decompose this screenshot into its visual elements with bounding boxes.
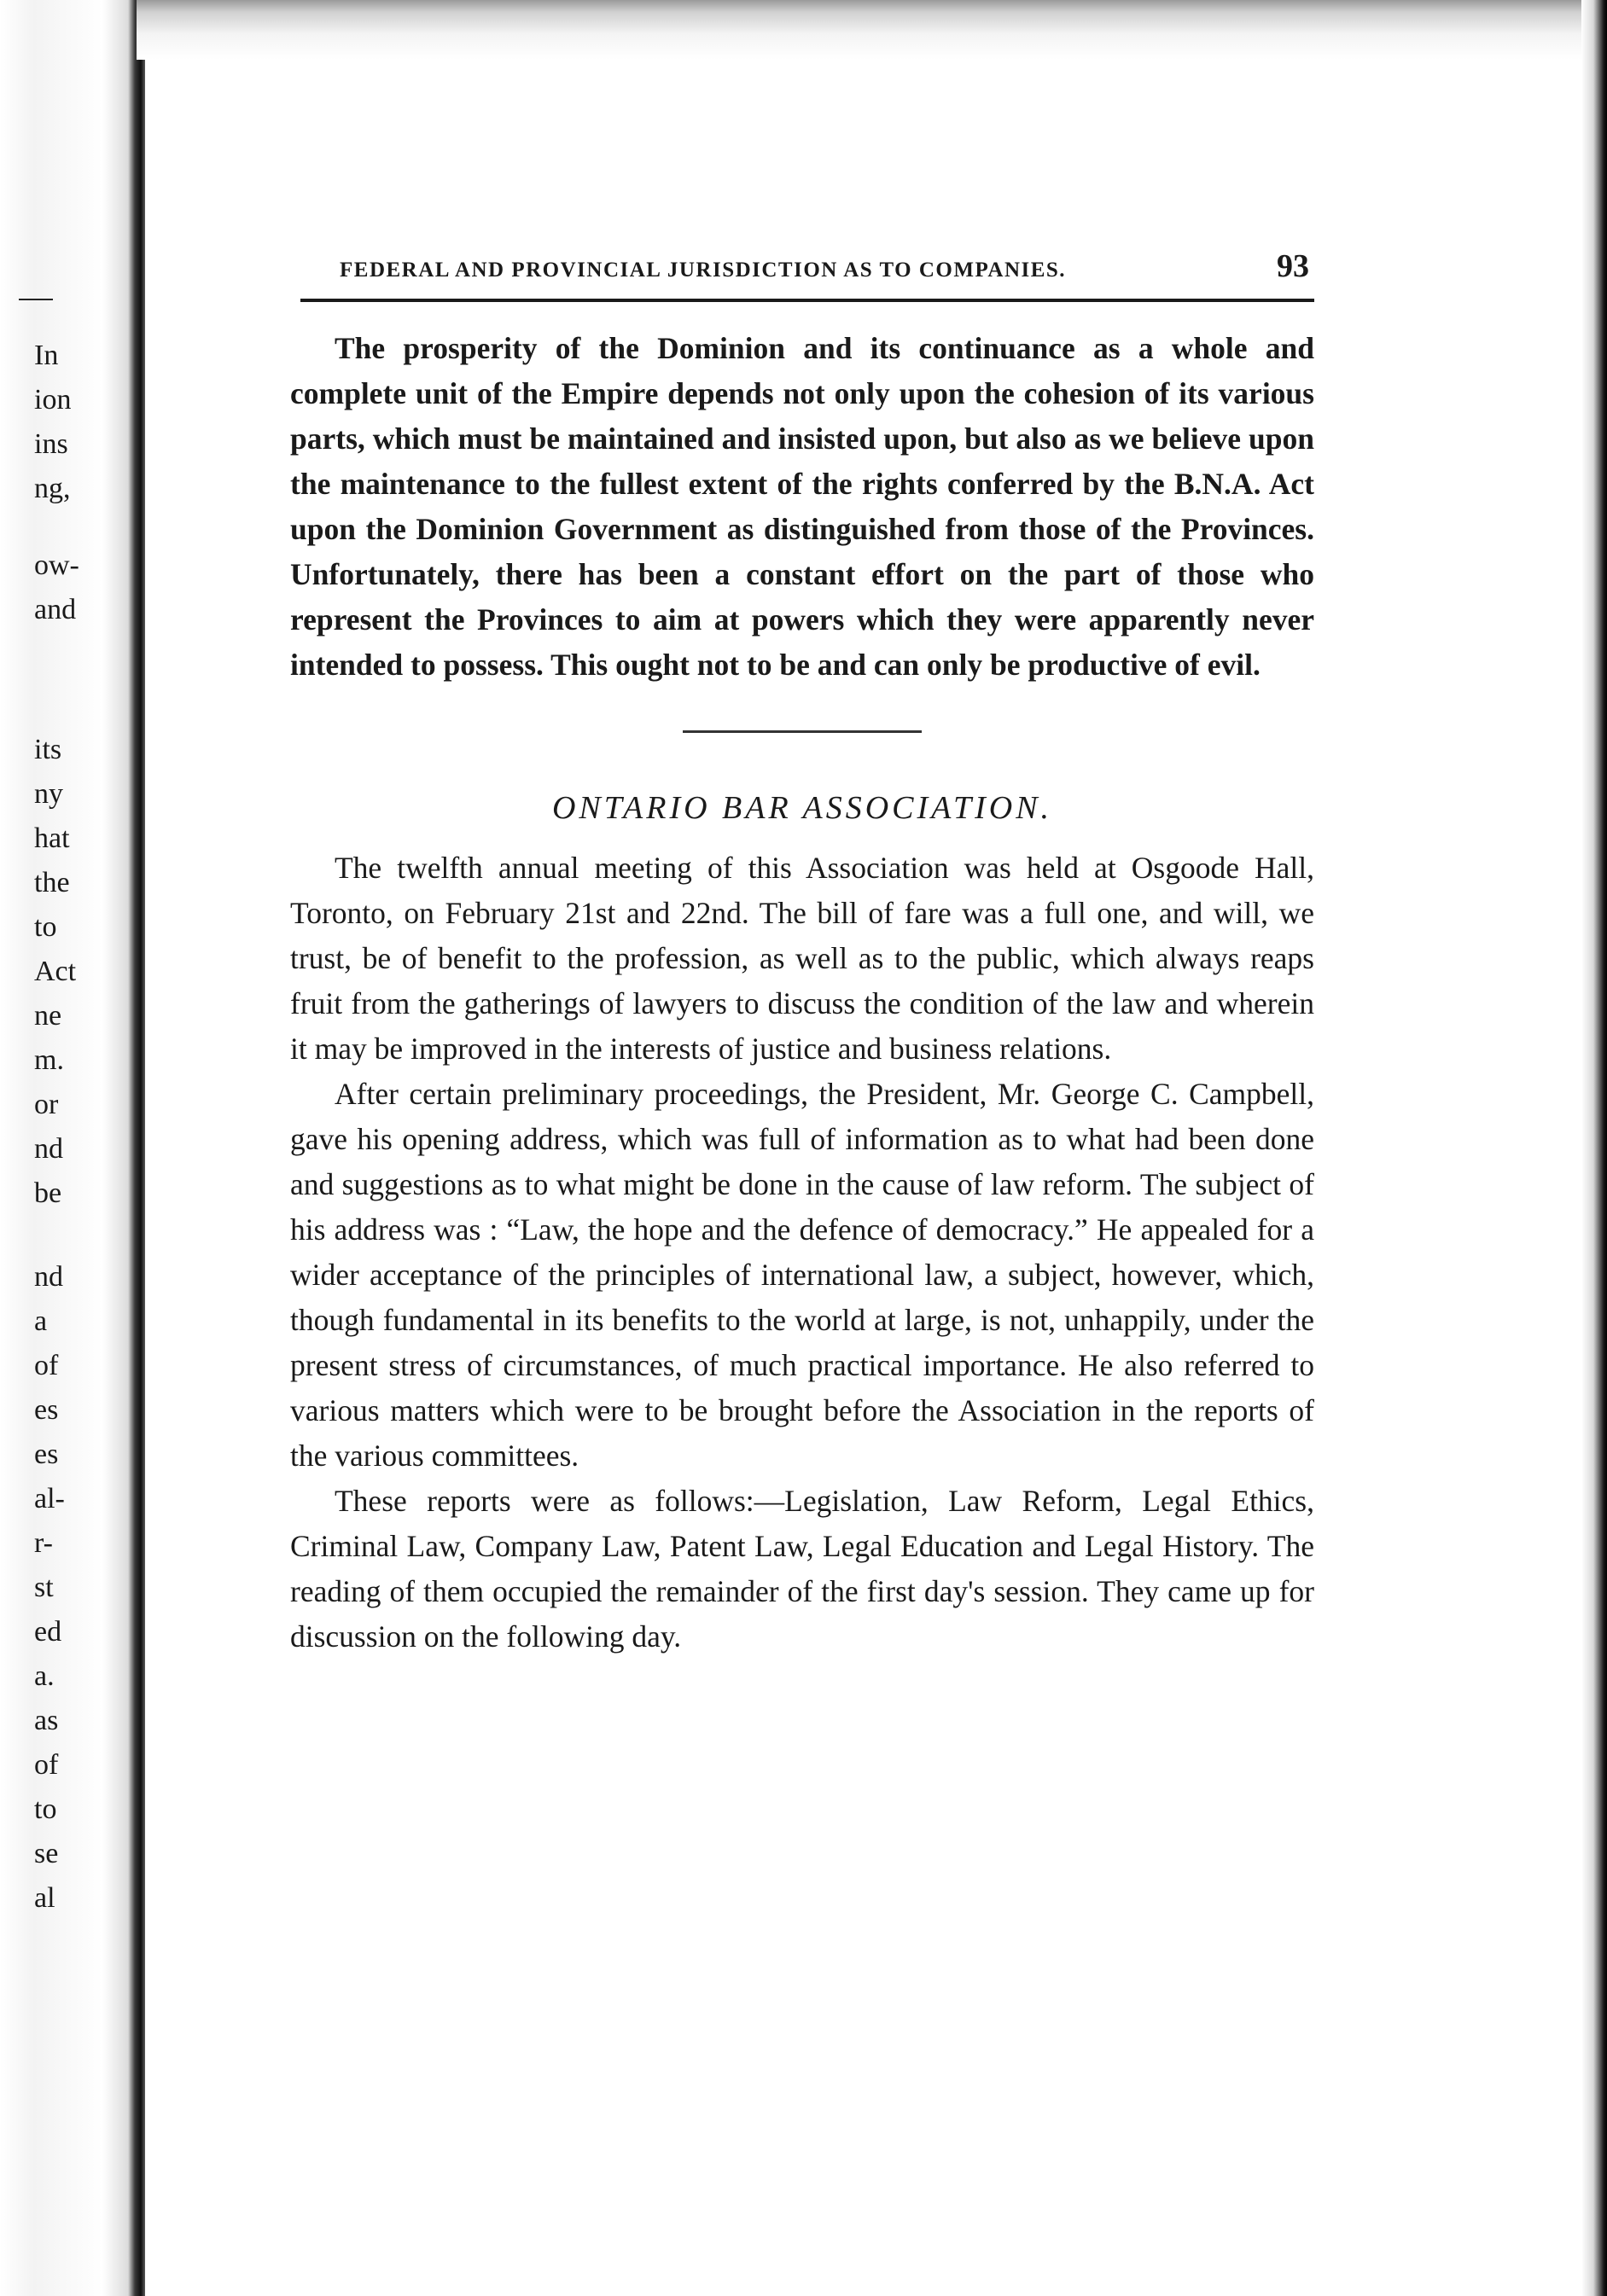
previous-page-fragment: ed [34, 1616, 62, 1648]
previous-page-fragment: be [34, 1177, 62, 1209]
previous-page-fragment: In [34, 340, 59, 371]
paragraph-dominion-prosperity: The prosperity of the Dominion and its continuance as a whole and complete unit of the Empire depends not only upon the cohesion of its various parts, which must be maintained and insisted upon, but also as we believe upon the maintenance to the fullest extent of the rights conferred by the B.N.A. Act upon the Dominion Government as distinguished from those of the Provinces. Unfortunately, there has been a constant effort on the part of those who represent the Provinces to aim at powers which they were apparently never intended to possess. This ought not to be and can only be productive of evil. [290, 331, 1314, 682]
previous-page-fragment: al- [34, 1483, 65, 1514]
previous-page-fragment: of [34, 1749, 59, 1781]
binding-gutter [0, 0, 145, 2296]
running-head [290, 247, 1314, 285]
previous-page-fragment: al [34, 1882, 55, 1914]
running-head-title: FEDERAL AND PROVINCIAL JURISDICTION AS TO COMPANIES. [340, 259, 1067, 282]
running-head-rule [300, 299, 1314, 302]
previous-page-fragment: ng, [34, 473, 71, 504]
previous-page-fragment: ion [34, 384, 72, 416]
previous-page-fragment: to [34, 911, 57, 943]
previous-page-fragment: nd [34, 1133, 63, 1165]
previous-page-fragment: of [34, 1350, 59, 1381]
paragraph-presidents-address: After certain preliminary proceedings, the President, Mr. George C. Campbell, gave his opening address, which was full of information as to what had been done and suggestions as to what might be done in the cause of law reform. The subject of his address was : “Law, the hope and the defence of democracy.” He appealed for a wider acceptance of the principles of international law, a subject, however, which, though fundamental in its benefits to the world at large, is not, unhappily, under the present stress of circumstances, of much practical importance. He also referred to various matters which were to be brought before the Association in the reports of the various committees. [290, 1077, 1314, 1473]
page [290, 247, 1314, 1660]
previous-page-fragment: or [34, 1089, 59, 1120]
previous-page-fragment: hat [34, 822, 70, 854]
previous-page-fragment: as [34, 1705, 59, 1736]
previous-page-fragment: ne [34, 1000, 62, 1032]
previous-page-fragment: r- [34, 1527, 53, 1559]
previous-page-fragment: and [34, 594, 77, 625]
previous-page-fragment: ins [34, 428, 68, 460]
previous-page-fragment: se [34, 1838, 59, 1869]
section-title: ONTARIO BAR ASSOCIATION. [551, 790, 1053, 826]
scan-top-shadow [137, 0, 1607, 60]
previous-page-fragment: nd [34, 1261, 63, 1293]
previous-page-fragment: es [34, 1439, 59, 1470]
page-number: 93 [1277, 248, 1309, 284]
section-separator-rule [683, 730, 922, 733]
previous-page-fragment: Act [34, 956, 77, 987]
previous-page-fragment: a [34, 1305, 48, 1337]
previous-page-fragment: to [34, 1793, 57, 1825]
paragraph-annual-meeting: The twelfth annual meeting of this Association was held at Osgoode Hall, Toronto, on February 21st and 22nd. The bill of fare was a full one, and will, we trust, be of benefit to the profession, as well as to the public, which always reaps fruit from the gatherings of lawyers to discuss the condition of the law and wherein it may be improved in the interests of justice and business relations. [290, 851, 1314, 1066]
previous-page-fragment: a. [34, 1660, 55, 1692]
paragraph-committee-reports: These reports were as follows:—Legislation, Law Reform, Legal Ethics, Criminal Law, Company Law, Patent Law, Legal Education and Legal History. The reading of them occupied the remainder of the first day's session. They came up for discussion on the following day. [290, 1484, 1314, 1654]
previous-page-fragment: the [34, 867, 70, 898]
previous-page-fragment: st [34, 1572, 54, 1603]
previous-page-fragment: its [34, 734, 62, 765]
previous-page-fragment: es [34, 1394, 59, 1426]
previous-page-fragment: m. [34, 1044, 64, 1076]
previous-page-fragment: ow- [34, 549, 79, 581]
previous-page-rule [19, 299, 53, 300]
scan-right-edge [1581, 0, 1607, 2296]
previous-page-fragment: ny [34, 778, 63, 810]
